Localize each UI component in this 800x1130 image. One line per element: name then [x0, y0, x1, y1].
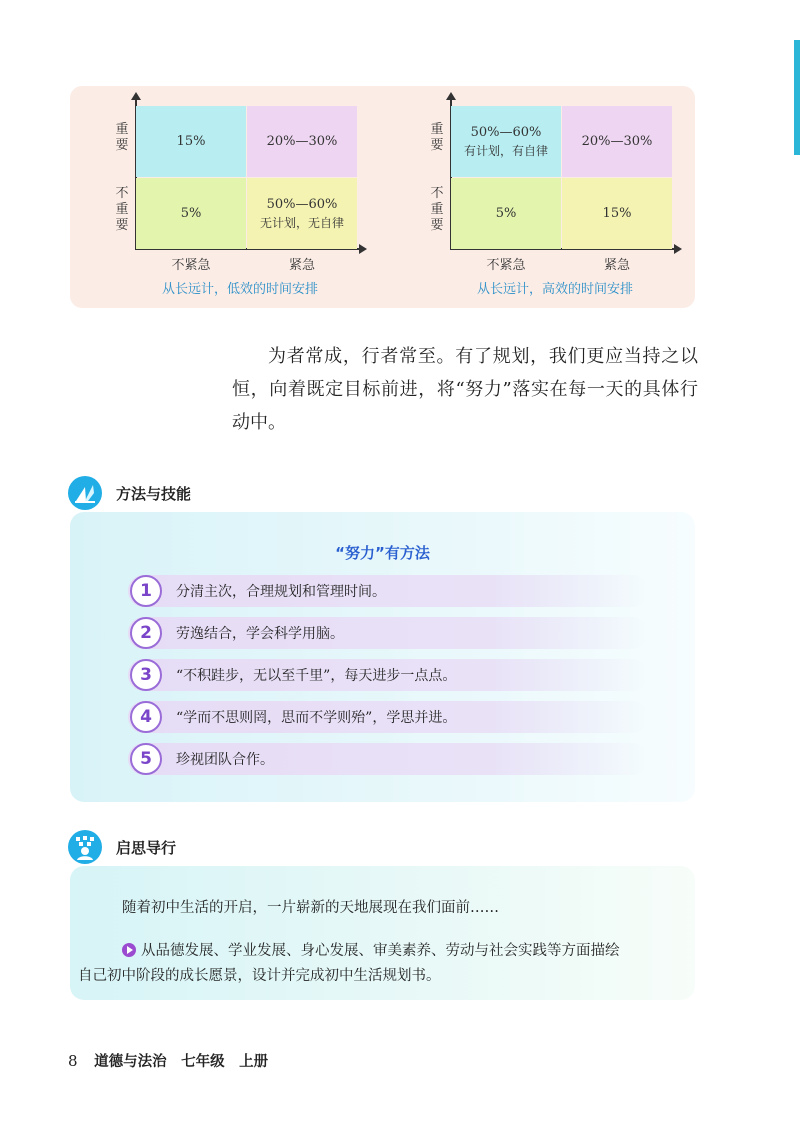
method-text: “不积跬步，无以至千里”，每天进步一点点。	[176, 668, 457, 684]
x-label-urgent: 紧急	[288, 258, 315, 273]
matrix-caption: 从长远计，高效的时间安排	[476, 282, 633, 297]
method-item	[128, 617, 648, 649]
method-item	[128, 575, 648, 607]
cell-important-urgent: 20%—30%	[247, 106, 357, 177]
guide-task-line	[122, 939, 682, 964]
methods-section-header	[68, 475, 191, 511]
method-number-badge: 1	[130, 575, 162, 607]
method-number-badge: 5	[130, 743, 162, 775]
cell-unimportant-urgent: 15%	[562, 178, 672, 249]
book-title: 道德与法治 七年级 上册	[94, 1054, 269, 1070]
x-label-urgent: 紧急	[603, 258, 630, 273]
y-label-unimportant: 不重要	[430, 186, 444, 233]
section-title: 启思导行	[116, 838, 177, 857]
play-bullet-icon	[122, 943, 136, 957]
methods-box	[70, 512, 695, 802]
cell-note: 无计划，无自律	[259, 215, 344, 230]
cell-unimportant-not-urgent: 5%	[451, 178, 561, 249]
y-label-unimportant: 不重要	[115, 186, 129, 233]
method-item	[128, 743, 648, 775]
method-text: 珍视团队合作。	[176, 752, 274, 768]
x-label-not-urgent: 不紧急	[171, 258, 211, 273]
cell-note: 有计划，有自律	[463, 143, 548, 158]
pixel-head-icon	[68, 830, 102, 864]
guide-box	[70, 866, 695, 1000]
guide-task-text: 从品德发展、学业发展、身心发展、审美素养、劳动与社会实践等方面描绘	[141, 943, 620, 959]
cell-unimportant-not-urgent: 5%	[136, 178, 246, 249]
guide-section-header	[68, 829, 176, 865]
guide-intro-text: 随着初中生活的开启，一片崭新的天地展现在我们面前……	[122, 900, 499, 916]
methods-box-title: “努力”有方法	[335, 544, 430, 562]
side-edge-tab	[794, 40, 800, 155]
matrix-low-efficiency	[90, 86, 370, 308]
matrix-high-efficiency	[405, 86, 685, 308]
body-paragraph: 为者常成，行者常至。有了规划，我们更应当持之以恒，向着既定目标前进，将“努力”落实在每一天的具体行动中。	[232, 346, 698, 433]
x-label-not-urgent: 不紧急	[486, 258, 526, 273]
page-number: 8	[68, 1052, 78, 1070]
method-text: 劳逸结合，学会科学用脑。	[176, 626, 344, 642]
y-label-important: 重要	[115, 122, 129, 153]
time-matrix-panel	[70, 86, 695, 308]
section-title: 方法与技能	[116, 484, 192, 503]
cell-unimportant-urgent: 50%—60% 无计划，无自律	[247, 178, 357, 249]
method-text: “学而不思则罔，思而不学则殆”，学思并进。	[176, 710, 457, 726]
method-item	[128, 659, 648, 691]
page-footer	[68, 1050, 268, 1071]
guide-task-continuation: 自己初中阶段的成长愿景，设计并完成初中生活规划书。	[78, 968, 441, 984]
cell-important-not-urgent: 50%—60% 有计划，有自律	[451, 106, 561, 177]
cell-important-not-urgent: 15%	[136, 106, 246, 177]
fan-leaf-icon	[68, 476, 102, 510]
method-number-badge: 4	[130, 701, 162, 733]
method-text: 分清主次，合理规划和管理时间。	[176, 584, 386, 600]
matrix-caption: 从长远计，低效的时间安排	[161, 282, 318, 297]
cell-important-urgent: 20%—30%	[562, 106, 672, 177]
method-number-badge: 2	[130, 617, 162, 649]
y-label-important: 重要	[430, 122, 444, 153]
method-number-badge: 3	[130, 659, 162, 691]
method-item	[128, 701, 648, 733]
